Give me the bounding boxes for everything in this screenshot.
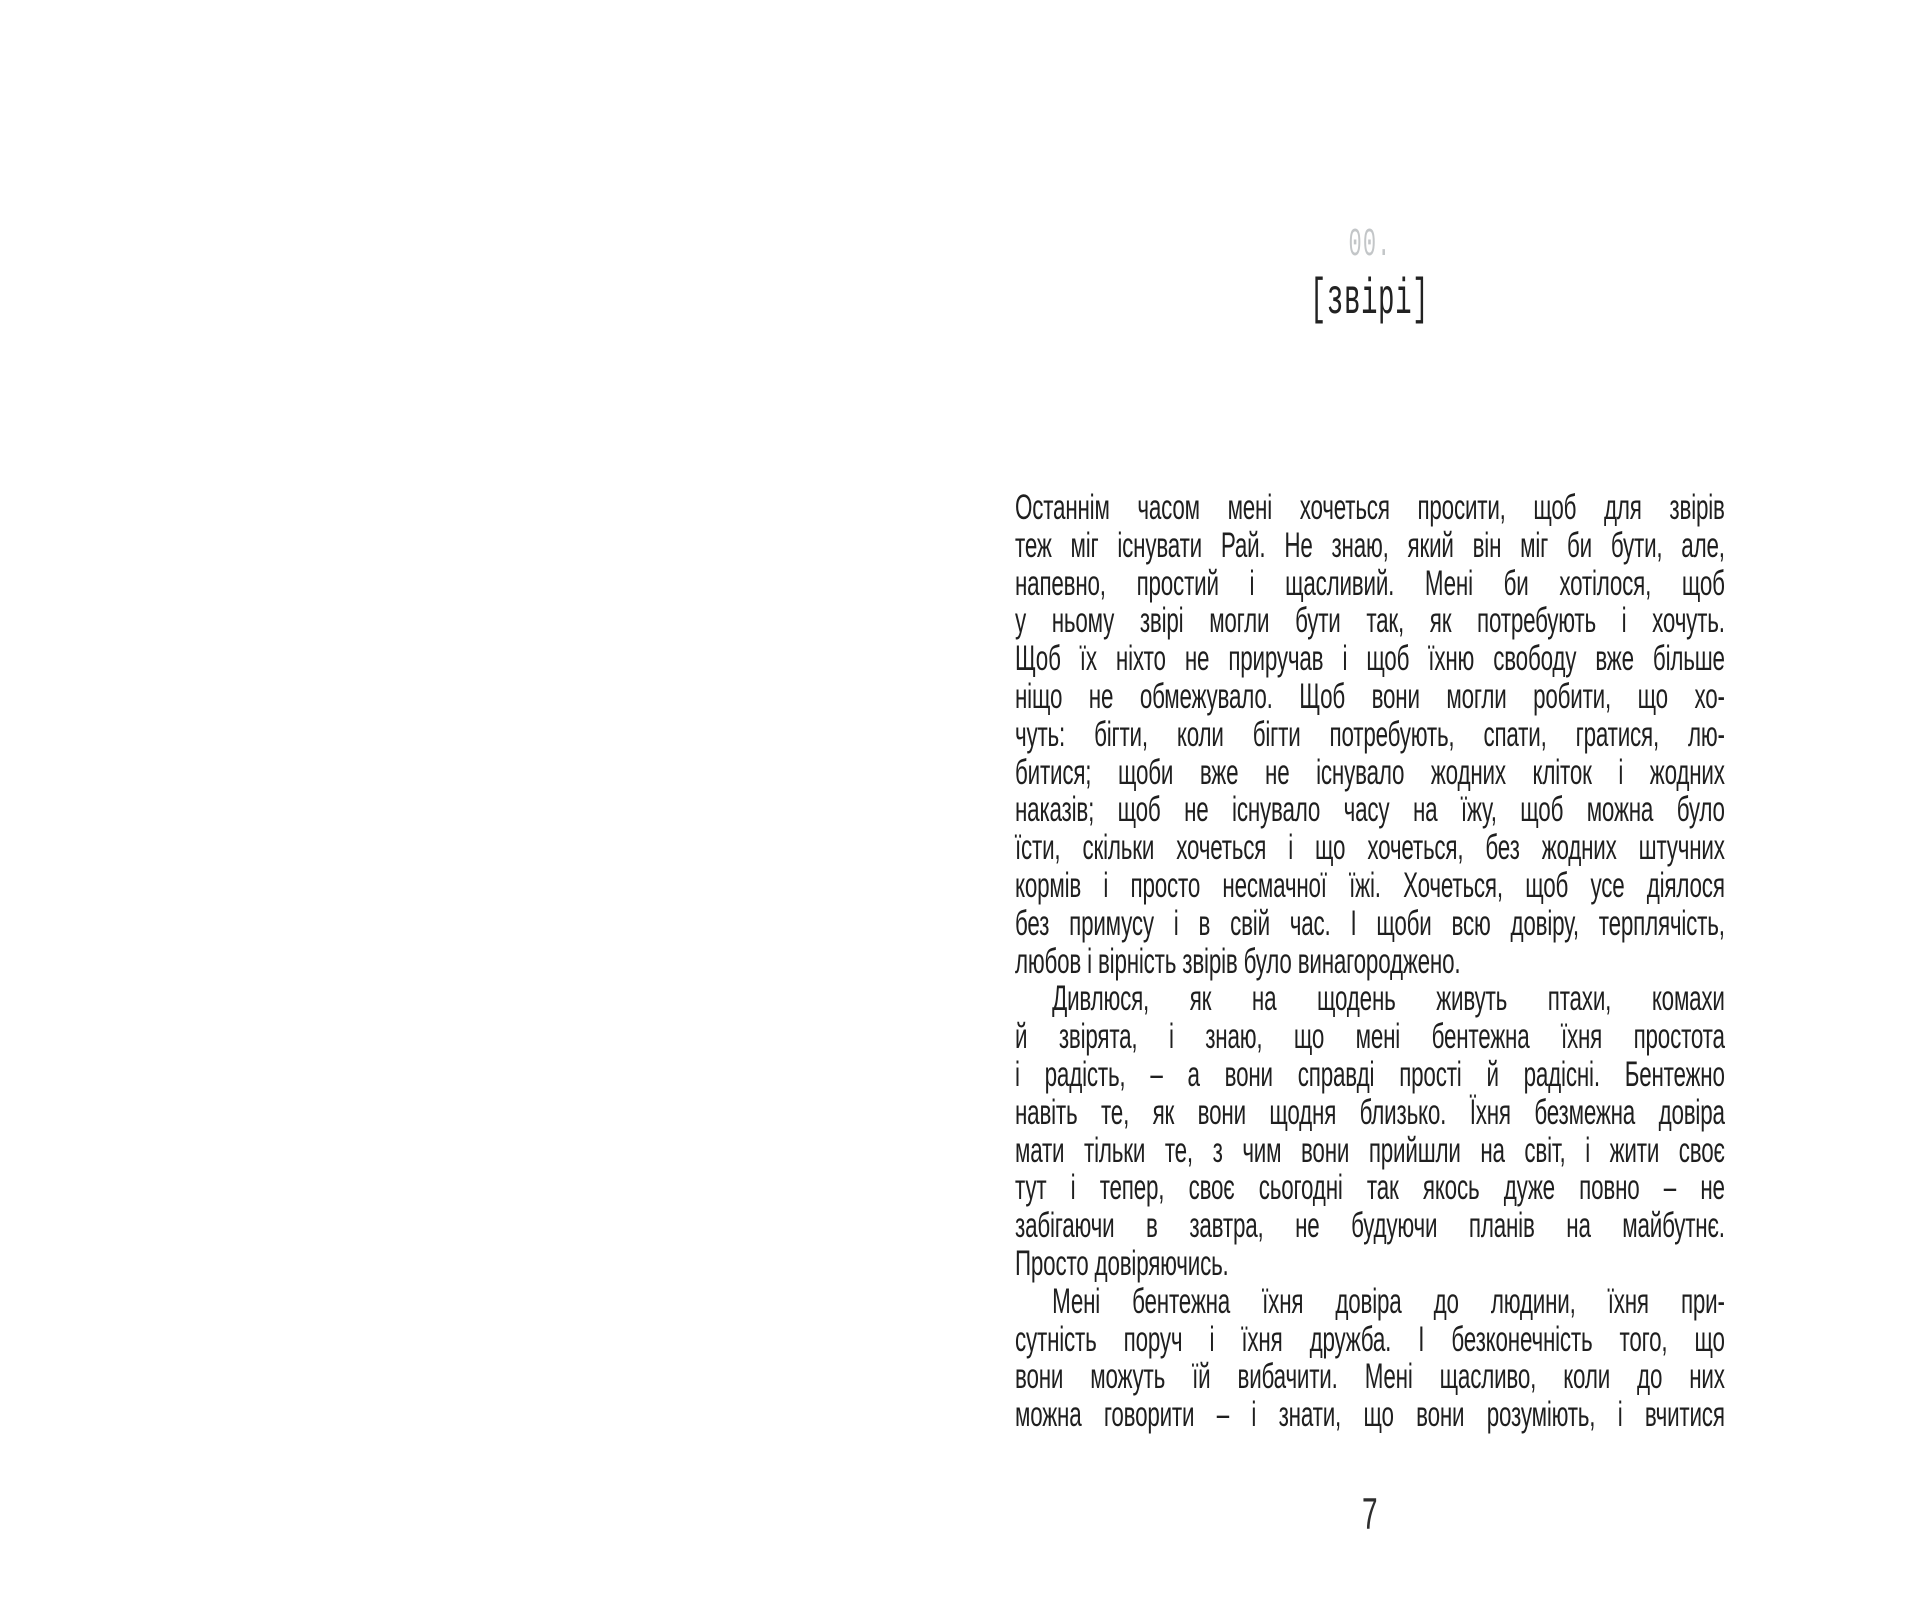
chapter-title (1015, 270, 1725, 332)
text-line: навіть те, як вони щодня близько. Їхня безмежна довіра (1015, 1092, 1725, 1132)
text-line: чуть: бігти, коли бігти потребують, спати, гратися, лю- (1015, 714, 1725, 754)
text-line: мати тільки те, з чим вони прийшли на світ, і жити своє (1015, 1130, 1725, 1170)
text-line: Щоб їх ніхто не приручав і щоб їхню свободу вже більше (1015, 639, 1725, 679)
text-line: можна говорити – і знати, що вони розуміють, і вчитися (1015, 1395, 1725, 1435)
chapter-number-text: 00. (1348, 223, 1392, 268)
text-line: ніщо не обмежувало. Щоб вони могли робити, що хо- (1015, 676, 1725, 716)
text-line: любов і вірність звірів було винагороджено. (1015, 941, 1461, 981)
body-text (1015, 489, 1725, 1434)
text-line: Мені бентежна їхня довіра до людини, їхня при- (1052, 1281, 1725, 1321)
chapter-number (1015, 223, 1725, 268)
text-line: теж міг існувати Рай. Не знаю, який він міг би бути, але, (1015, 525, 1725, 565)
text-line: вони можуть їй вибачити. Мені щасливо, коли до них (1015, 1357, 1725, 1397)
text-line: Дивлюся, як на щодень живуть птахи, комахи (1052, 979, 1725, 1019)
text-line: Останнім часом мені хочеться просити, щоб для звірів (1015, 488, 1725, 527)
page-number-text: 7 (1361, 1491, 1379, 1543)
text-line: сутність поруч і їхня дружба. І безконечність того, що (1015, 1319, 1725, 1359)
text-line: тут і тепер, своє сьогодні так якось дуже повно – не (1015, 1168, 1725, 1208)
chapter-title-text: [звірі] (1310, 272, 1430, 329)
text-line: Просто довіряючись. (1015, 1243, 1229, 1283)
text-line: забігаючи в завтра, не будуючи планів на майбутнє. (1015, 1206, 1725, 1246)
text-line: наказів; щоб не існувало часу на їжу, щоб можна було (1015, 790, 1725, 830)
text-line: у ньому звірі могли бути так, як потребують і хочуть. (1015, 601, 1725, 641)
text-column (1015, 0, 1725, 1600)
page-number (1015, 1491, 1725, 1543)
text-line: і радість, – а вони справді прості й радісні. Бентежно (1015, 1054, 1725, 1094)
text-line: напевно, простий і щасливий. Мені би хотілося, щоб (1015, 563, 1725, 603)
text-line: битися; щоби вже не існувало жодних кліток і жодних (1015, 752, 1725, 792)
text-line: без примусу і в свій час. І щоби всю довіру, терплячість, (1015, 903, 1725, 943)
text-line: їсти, скільки хочеться і що хочеться, без жодних штучних (1015, 828, 1725, 868)
text-line: й звірята, і знаю, що мені бентежна їхня простота (1015, 1017, 1725, 1057)
text-line: кормів і просто несмачної їжі. Хочеться, щоб усе діялося (1015, 865, 1725, 905)
